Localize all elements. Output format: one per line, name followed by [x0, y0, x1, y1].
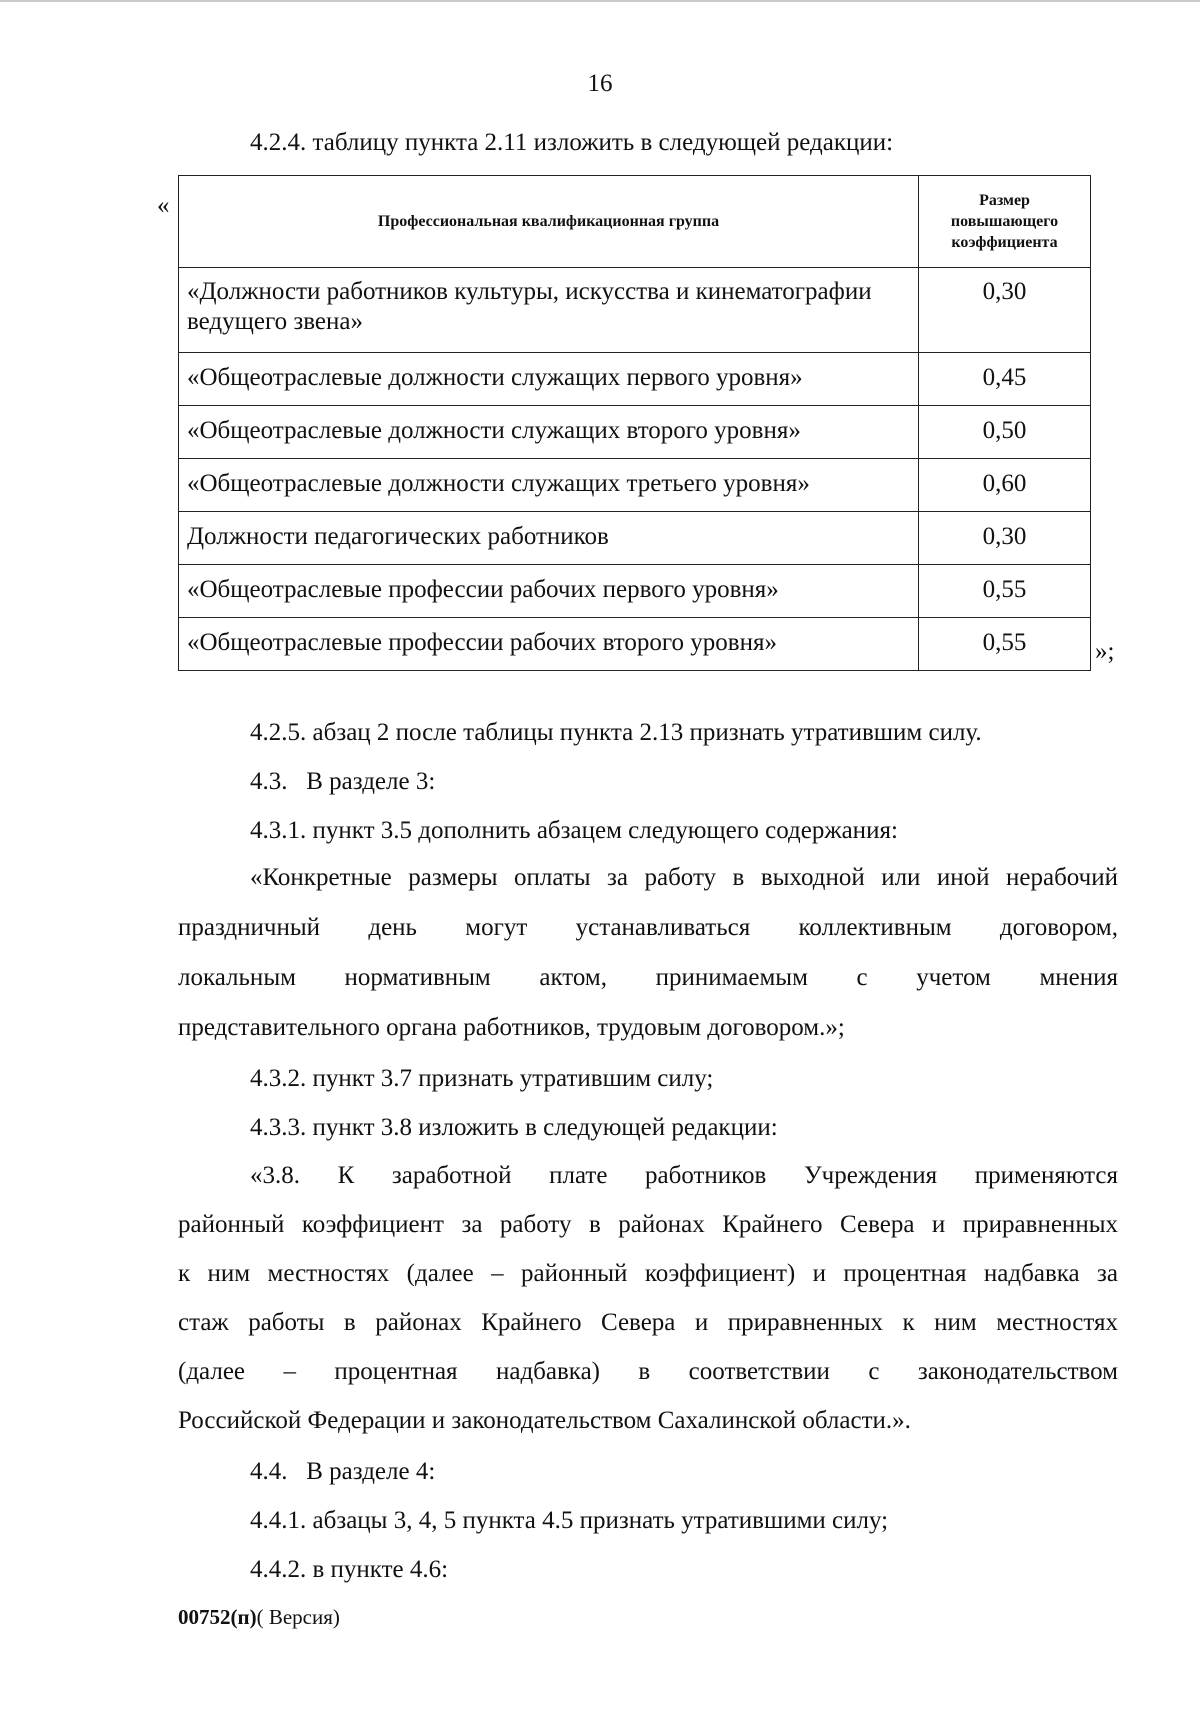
table-row: [179, 268, 1091, 353]
row-value: 0,60: [919, 459, 1091, 512]
paragraph-4-3-1: 4.3.1. пункт 3.5 дополнить абзацем следующего содержания:: [250, 817, 898, 844]
quote1-line: локальным нормативным актом, принимаемым с учетом мнения: [178, 964, 1118, 991]
table-quote-close: »;: [1095, 638, 1115, 665]
quote1-line: праздничный день могут устанавливаться коллективным договором,: [178, 914, 1118, 941]
paragraph-4-4-2: 4.4.2. в пункте 4.6:: [250, 1556, 449, 1583]
paragraph-4-3-2: 4.3.2. пункт 3.7 признать утратившим силу;: [250, 1065, 714, 1092]
row-group: «Общеотраслевые должности служащих первого уровня»: [179, 353, 919, 406]
row-group: Должности педагогических работников: [179, 512, 919, 565]
paragraph-4-3: 4.3. В разделе 3:: [250, 768, 436, 795]
row-value: 0,30: [919, 512, 1091, 565]
quote2-line: к ним местностях (далее – районный коэффициент) и процентная надбавка за: [178, 1260, 1118, 1287]
quote2-line: стаж работы в районах Крайнего Севера и приравненных к ним местностях: [178, 1309, 1118, 1336]
row-group: «Общеотраслевые профессии рабочих первого уровня»: [179, 565, 919, 618]
quote2-line: районный коэффициент за работу в районах Крайнего Севера и приравненных: [178, 1211, 1118, 1238]
paragraph-4-2-5: 4.2.5. абзац 2 после таблицы пункта 2.13 признать утратившим силу.: [250, 719, 982, 746]
paragraph-4-4-1: 4.4.1. абзацы 3, 4, 5 пункта 4.5 признать утратившими силу;: [250, 1507, 889, 1534]
table-row: [179, 512, 1091, 565]
quote1-line: «Конкретные размеры оплаты за работу в выходной или иной нерабочий: [250, 864, 1118, 891]
table-row: [179, 406, 1091, 459]
row-value: 0,55: [919, 565, 1091, 618]
intro-paragraph: 4.2.4. таблицу пункта 2.11 изложить в следующей редакции:: [250, 129, 894, 156]
row-group: «Общеотраслевые должности служащих третьего уровня»: [179, 459, 919, 512]
scan-edge-line: [0, 0, 1200, 2]
quote2-line: Российской Федерации и законодательством Сахалинской области.».: [178, 1407, 911, 1434]
quote2-line: (далее – процентная надбавка) в соответствии с законодательством: [178, 1358, 1118, 1385]
document-code-number: 00752(п): [178, 1605, 257, 1629]
header-group: Профессиональная квалификационная группа: [179, 176, 919, 268]
row-value: 0,50: [919, 406, 1091, 459]
document-code: [178, 1605, 340, 1630]
row-group: «Должности работников культуры, искусства и кинематографии ведущего звена»: [179, 268, 919, 353]
row-value: 0,55: [919, 618, 1091, 671]
table-quote-open: «: [157, 192, 170, 219]
table-header-row: [179, 176, 1091, 268]
row-value: 0,45: [919, 353, 1091, 406]
row-group: «Общеотраслевые должности служащих второго уровня»: [179, 406, 919, 459]
paragraph-4-3-3: 4.3.3. пункт 3.8 изложить в следующей редакции:: [250, 1114, 778, 1141]
table-row: [179, 459, 1091, 512]
table-row: [179, 565, 1091, 618]
document-version: ( Версия): [256, 1605, 340, 1629]
page-number: 16: [587, 70, 613, 97]
table-row: [179, 353, 1091, 406]
paragraph-4-4: 4.4. В разделе 4:: [250, 1458, 436, 1485]
coefficient-table: [178, 175, 1091, 671]
table-row: [179, 618, 1091, 671]
quote2-line: «3.8. К заработной плате работников Учреждения применяются: [250, 1162, 1118, 1189]
row-value: 0,30: [919, 268, 1091, 353]
row-group: «Общеотраслевые профессии рабочих второго уровня»: [179, 618, 919, 671]
header-coefficient: Размер повышающего коэффициента: [919, 176, 1091, 268]
quote1-line: представительного органа работников, трудовым договором.»;: [178, 1014, 845, 1041]
